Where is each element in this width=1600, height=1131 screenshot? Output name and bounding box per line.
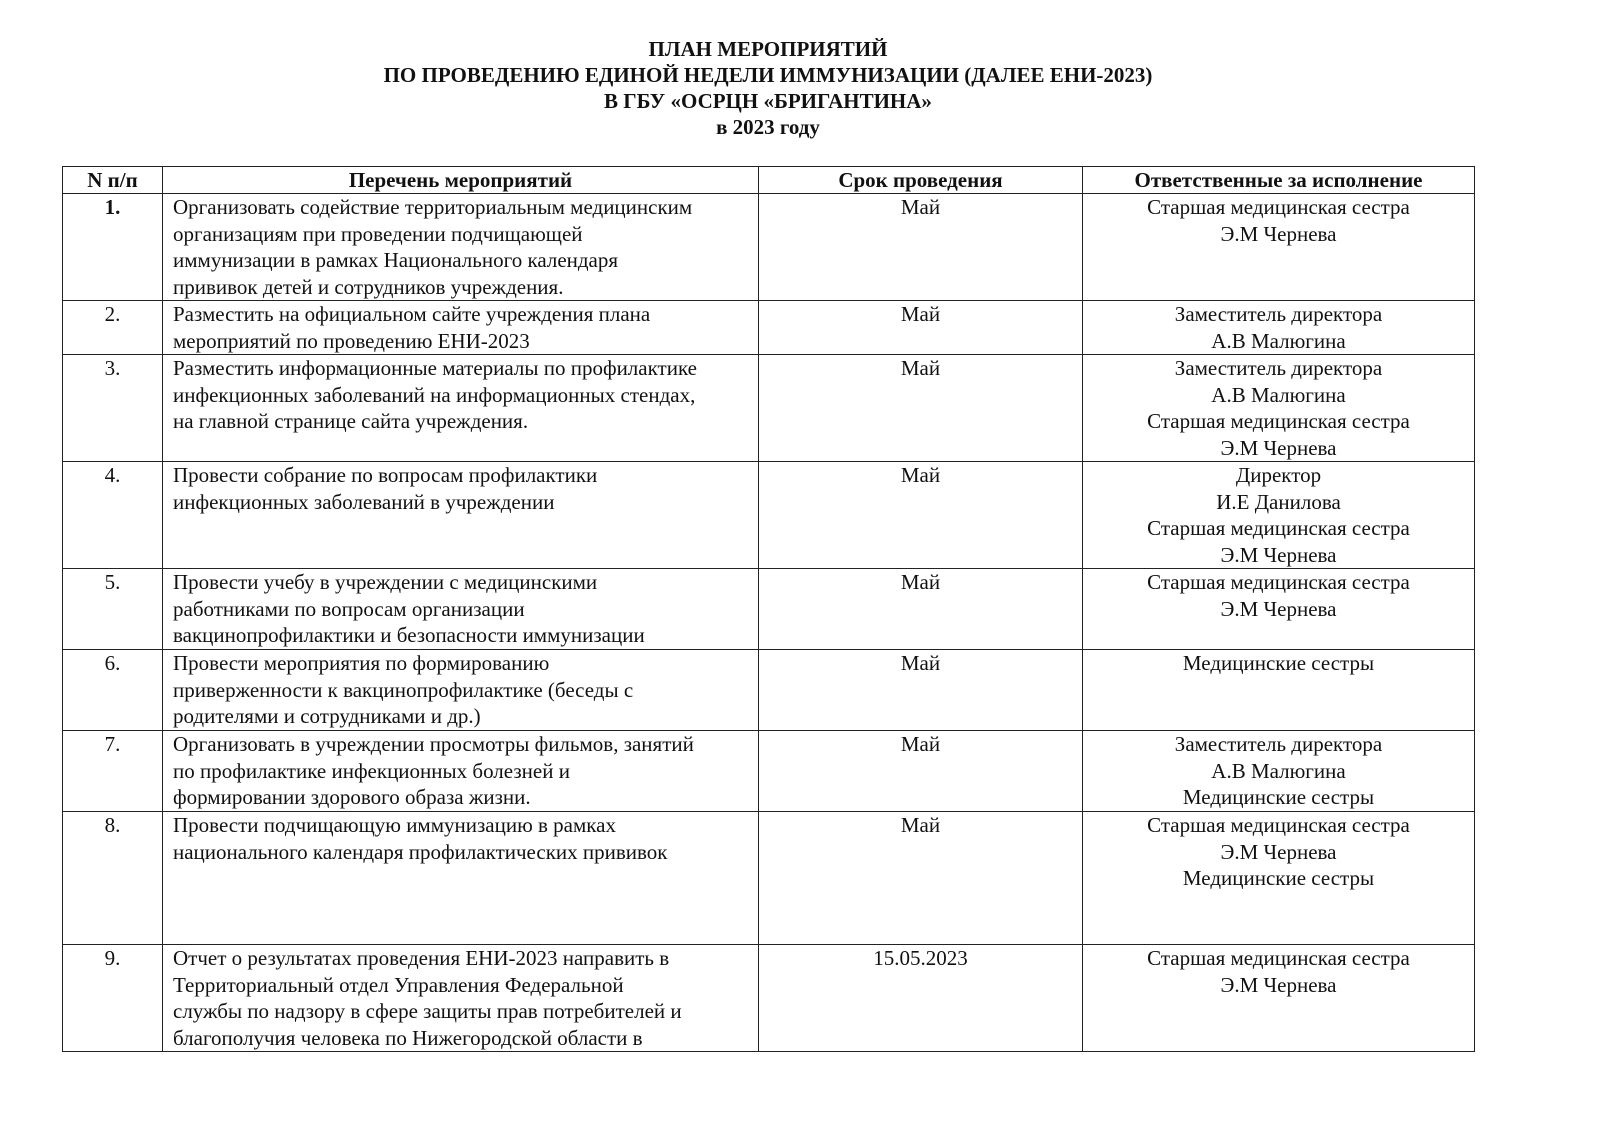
row-term: Май	[759, 301, 1083, 355]
responsible-line: Э.М Чернева	[1220, 839, 1337, 864]
responsible-line: Э.М Чернева	[1220, 435, 1337, 460]
row-term: Май	[759, 194, 1083, 301]
row-task	[163, 462, 759, 569]
header-num: N п/п	[63, 167, 163, 194]
responsible-line: Медицинские сестры	[1182, 866, 1375, 890]
responsible-line: А.В Малюгина	[1211, 382, 1346, 407]
row-responsible	[1083, 194, 1475, 301]
title-line-2: ПО ПРОВЕДЕНИЮ ЕДИНОЙ НЕДЕЛИ ИММУНИЗАЦИИ (ДАЛЕЕ ЕНИ-2023)	[383, 63, 1153, 87]
title-line-3: В ГБУ «ОСРЦН «БРИГАНТИНА»	[604, 89, 932, 113]
row-term: Май	[759, 731, 1083, 812]
row-number: 2.	[63, 301, 163, 355]
responsible-line: Э.М Чернева	[1220, 596, 1337, 621]
table-header-row	[63, 167, 1475, 194]
row-number: 3.	[63, 355, 163, 462]
task-line: Организовать в учреждении просмотры фильмов, занятий	[173, 732, 694, 756]
task-line: Отчет о результатах проведения ЕНИ-2023 направить в	[173, 946, 670, 970]
task-line: Провести подчищающую иммунизацию в рамках	[173, 813, 616, 837]
task-line: вакцинопрофилактики и безопасности иммунизации	[173, 623, 645, 647]
table-row	[63, 355, 1475, 462]
task-line: прививок детей и сотрудников учреждения.	[173, 274, 564, 299]
responsible-line: Старшая медицинская сестра	[1147, 570, 1410, 594]
task-line: работниками по вопросам организации	[173, 596, 525, 621]
responsible-line: Старшая медицинская сестра	[1147, 946, 1410, 970]
row-responsible	[1083, 355, 1475, 462]
task-line: организациям при проведении подчищающей	[173, 221, 583, 246]
row-responsible	[1083, 462, 1475, 569]
task-line: Организовать содействие территориальным медицинским	[173, 195, 693, 219]
row-responsible	[1083, 945, 1475, 1052]
table-row	[63, 731, 1475, 812]
row-number: 4.	[63, 462, 163, 569]
responsible-line: Э.М Чернева	[1220, 542, 1337, 567]
row-number: 6.	[63, 650, 163, 731]
table-row	[63, 812, 1475, 945]
task-line: благополучия человека по Нижегородской области в	[173, 1025, 643, 1050]
task-line: Территориальный отдел Управления Федеральной	[173, 972, 624, 997]
row-responsible	[1083, 301, 1475, 355]
responsible-line: Заместитель директора	[1174, 302, 1383, 326]
row-task	[163, 301, 759, 355]
task-line: службы по надзору в сфере защиты прав потребителей и	[173, 999, 682, 1023]
responsible-line: Э.М Чернева	[1220, 972, 1337, 997]
row-task	[163, 650, 759, 731]
responsible-line: Заместитель директора	[1174, 732, 1383, 756]
task-line: родителями и сотрудниками и др.)	[173, 704, 481, 728]
header-term: Срок проведения	[759, 167, 1083, 194]
row-number: 8.	[63, 812, 163, 945]
row-term: 15.05.2023	[759, 945, 1083, 1052]
row-task	[163, 812, 759, 945]
responsible-line: Старшая медицинская сестра	[1147, 813, 1410, 837]
responsible-line: А.В Малюгина	[1211, 758, 1346, 783]
responsible-line: Директор	[1235, 463, 1322, 487]
task-line: мероприятий по проведению ЕНИ-2023	[173, 328, 530, 353]
responsible-line: Старшая медицинская сестра	[1147, 195, 1410, 219]
table-row	[63, 945, 1475, 1052]
task-line: Разместить на официальном сайте учреждения плана	[173, 302, 651, 326]
table-row	[63, 194, 1475, 301]
row-term: Май	[759, 812, 1083, 945]
table-row	[63, 569, 1475, 650]
responsible-line: Э.М Чернева	[1220, 221, 1337, 246]
row-task	[163, 355, 759, 462]
task-line: приверженности к вакцинопрофилактике (беседы с	[173, 677, 634, 702]
task-line: формировании здорового образа жизни.	[173, 785, 531, 809]
row-responsible	[1083, 812, 1475, 945]
row-number: 5.	[63, 569, 163, 650]
row-task	[163, 945, 759, 1052]
responsible-line: И.Е Данилова	[1216, 489, 1341, 514]
table-row	[63, 301, 1475, 355]
responsible-line: А.В Малюгина	[1211, 328, 1346, 353]
task-line: инфекционных заболеваний в учреждении	[173, 489, 555, 514]
responsible-line: Медицинские сестры	[1182, 651, 1375, 675]
task-line: Разместить информационные материалы по профилактике	[173, 356, 697, 380]
row-term: Май	[759, 462, 1083, 569]
table-row	[63, 462, 1475, 569]
task-line: инфекционных заболеваний на информационных стендах,	[173, 382, 696, 407]
table-row	[63, 650, 1475, 731]
row-number: 9.	[63, 945, 163, 1052]
row-responsible	[1083, 731, 1475, 812]
row-responsible	[1083, 650, 1475, 731]
document-title	[62, 36, 1474, 140]
row-term: Май	[759, 355, 1083, 462]
row-responsible	[1083, 569, 1475, 650]
task-line: Провести собрание по вопросам профилактики	[173, 463, 598, 487]
row-number: 7.	[63, 731, 163, 812]
row-number: 1.	[63, 194, 163, 301]
header-task: Перечень мероприятий	[163, 167, 759, 194]
header-responsible: Ответственные за исполнение	[1083, 167, 1475, 194]
task-line: иммунизации в рамках Национального календаря	[173, 248, 619, 272]
title-line-1: ПЛАН МЕРОПРИЯТИЙ	[648, 37, 888, 61]
responsible-line: Старшая медицинская сестра	[1147, 516, 1410, 540]
row-term: Май	[759, 569, 1083, 650]
row-task	[163, 569, 759, 650]
task-line: Провести мероприятия по формированию	[173, 651, 550, 675]
responsible-line: Старшая медицинская сестра	[1147, 409, 1410, 433]
responsible-line: Заместитель директора	[1174, 356, 1383, 380]
row-term: Май	[759, 650, 1083, 731]
task-line: Провести учебу в учреждении с медицинскими	[173, 570, 598, 594]
task-line: по профилактике инфекционных болезней и	[173, 758, 570, 783]
title-line-4: в 2023 году	[716, 115, 820, 139]
task-line: национального календаря профилактических прививок	[173, 839, 668, 864]
events-plan-table	[62, 166, 1475, 1052]
row-task	[163, 731, 759, 812]
task-line: на главной странице сайта учреждения.	[173, 409, 529, 433]
row-task	[163, 194, 759, 301]
responsible-line: Медицинские сестры	[1182, 785, 1375, 809]
